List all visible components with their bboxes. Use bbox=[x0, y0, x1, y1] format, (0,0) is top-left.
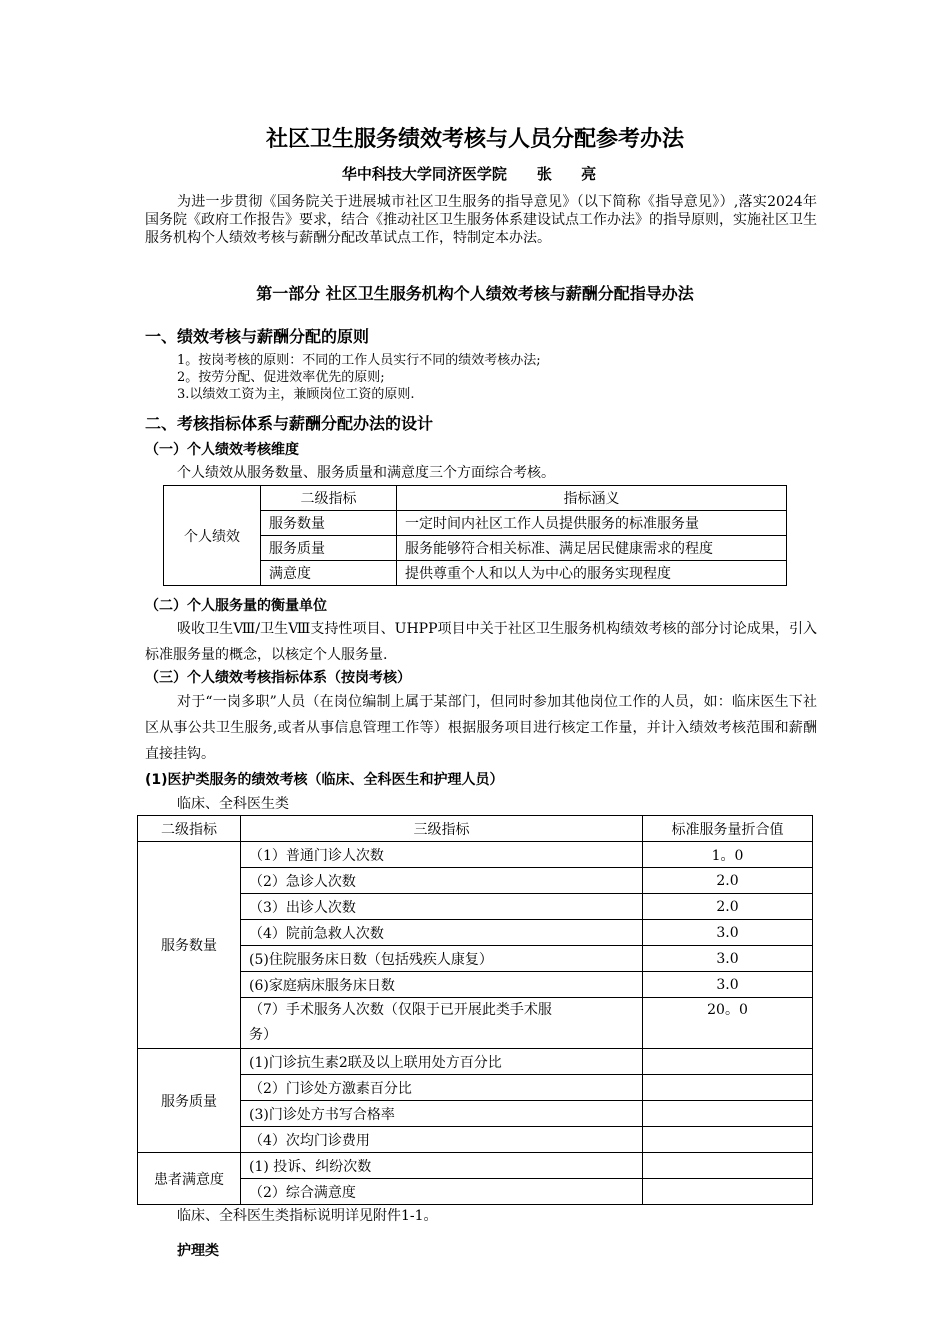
table-cell: 20。0 bbox=[643, 998, 813, 1049]
table-cell: （2）综合满意度 bbox=[241, 1179, 643, 1205]
table-cell: （3）出诊人次数 bbox=[241, 894, 643, 920]
table-cell: 服务能够符合相关标准、满足居民健康需求的程度 bbox=[397, 536, 787, 561]
table-cell: 3.0 bbox=[643, 920, 813, 946]
group-cell: 服务数量 bbox=[138, 842, 241, 1049]
table-cell: (1)门诊抗生素2联及以上联用处方百分比 bbox=[241, 1049, 643, 1075]
document-title: 社区卫生服务绩效考核与人员分配参考办法 bbox=[265, 127, 684, 152]
table-cell: 提供尊重个人和以人为中心的服务实现程度 bbox=[397, 561, 787, 586]
author-name: 张 亮 bbox=[536, 165, 609, 183]
table-cell: 服务数量 bbox=[261, 511, 397, 536]
table-cell: （4）次均门诊费用 bbox=[241, 1127, 643, 1153]
table-cell bbox=[643, 1075, 813, 1101]
table-caption: 临床、全科医生类 bbox=[177, 796, 289, 812]
section1-heading: 一、绩效考核与薪酬分配的原则 bbox=[145, 327, 370, 346]
table-cell: 一定时间内社区工作人员提供服务的标准服务量 bbox=[397, 511, 787, 536]
table-cell: 服务质量 bbox=[261, 536, 397, 561]
table-cell: （1）普通门诊人次数 bbox=[241, 842, 643, 868]
table-cell: (5)住院服务床日数（包括残疾人康复） bbox=[241, 946, 643, 972]
table-cell: （4）院前急救人次数 bbox=[241, 920, 643, 946]
performance-dimension-table bbox=[163, 485, 787, 586]
part-heading: 第一部分 社区卫生服务机构个人绩效考核与薪酬分配指导办法 bbox=[256, 284, 694, 303]
table-cell: (1) 投诉、纠纷次数 bbox=[241, 1153, 643, 1179]
intro-paragraph: 为进一步贯彻《国务院关于进展城市社区卫生服务的指导意见》（以下简称《指导意见》）,落实2024年国务院《政府工作报告》要求，结合《推动社区卫生服务体系建设试点工作办法》的指导原则，实施社区卫生服务机构个人绩效考核与薪酬分配改革试点工作，特制定本办法。 bbox=[145, 194, 817, 246]
subsubsection-heading: (1)医护类服务的绩效考核（临床、全科医生和护理人员） bbox=[145, 772, 504, 788]
table-cell: (3)门诊处方书写合格率 bbox=[241, 1101, 643, 1127]
table-cell: (6)家庭病床服务床日数 bbox=[241, 972, 643, 998]
table-header: 二级指标 bbox=[261, 486, 397, 511]
group-cell: 服务质量 bbox=[138, 1049, 241, 1153]
table-row bbox=[138, 1049, 813, 1075]
table-header: 标准服务量折合值 bbox=[643, 816, 813, 842]
table-cell: 2.0 bbox=[643, 894, 813, 920]
principle-item: 1。按岗考核的原则：不同的工作人员实行不同的绩效考核办法; bbox=[177, 353, 541, 368]
table-cell: 1。0 bbox=[643, 842, 813, 868]
subsection1-text: 个人绩效从服务数量、服务质量和满意度三个方面综合考核。 bbox=[177, 465, 555, 481]
table-row bbox=[138, 1153, 813, 1179]
subsection2-text: 吸收卫生Ⅷ/卫生Ⅷ支持性项目、UHPP项目中关于社区卫生服务机构绩效考核的部分讨论成果，引入标准服务量的概念，以核定个人服务量. bbox=[145, 621, 817, 663]
subsection2-heading: （二）个人服务量的衡量单位 bbox=[145, 598, 327, 614]
table-cell bbox=[643, 1101, 813, 1127]
table-row bbox=[138, 842, 813, 868]
table-header: 三级指标 bbox=[241, 816, 643, 842]
subsection1-heading: （一）个人绩效考核维度 bbox=[145, 442, 299, 458]
table-cell: 2.0 bbox=[643, 868, 813, 894]
subsection3-text: 对于“一岗多职”人员（在岗位编制上属于某部门，但同时参加其他岗位工作的人员，如：临床医生下社区从事公共卫生服务,或者从事信息管理工作等）根据服务项目进行核定工作量，并计入绩效考核范围和薪酬直接挂钩。 bbox=[145, 694, 817, 762]
table-cell bbox=[643, 1049, 813, 1075]
row-header-cell: 个人绩效 bbox=[164, 486, 261, 586]
nursing-heading: 护理类 bbox=[177, 1243, 219, 1259]
section2-heading: 二、考核指标体系与薪酬分配办法的设计 bbox=[145, 414, 434, 433]
clinical-indicator-table bbox=[137, 815, 813, 1205]
table-cell bbox=[643, 1153, 813, 1179]
table-cell bbox=[643, 1127, 813, 1153]
table-cell: 3.0 bbox=[643, 972, 813, 998]
table-cell: 3.0 bbox=[643, 946, 813, 972]
table-cell bbox=[643, 1179, 813, 1205]
table-header: 指标涵义 bbox=[397, 486, 787, 511]
table-cell bbox=[241, 998, 643, 1049]
table-cell: 满意度 bbox=[261, 561, 397, 586]
principle-item: 3.以绩效工资为主，兼顾岗位工资的原则. bbox=[177, 387, 415, 402]
cell-line: 务） bbox=[249, 1027, 277, 1043]
table-cell: （2）门诊处方激素百分比 bbox=[241, 1075, 643, 1101]
group-cell: 患者满意度 bbox=[138, 1153, 241, 1205]
principle-item: 2。按劳分配、促进效率优先的原则; bbox=[177, 370, 385, 385]
author-institution: 华中科技大学同济医学院 bbox=[341, 165, 507, 183]
author-line bbox=[0, 163, 950, 184]
subsection3-heading: （三）个人绩效考核指标体系（按岗考核） bbox=[145, 670, 411, 686]
cell-line: （7）手术服务人次数（仅限于已开展此类手术服 bbox=[249, 1002, 552, 1018]
table-header: 二级指标 bbox=[138, 816, 241, 842]
table-note: 临床、全科医生类指标说明详见附件1-1。 bbox=[177, 1208, 438, 1224]
table-cell: （2）急诊人次数 bbox=[241, 868, 643, 894]
